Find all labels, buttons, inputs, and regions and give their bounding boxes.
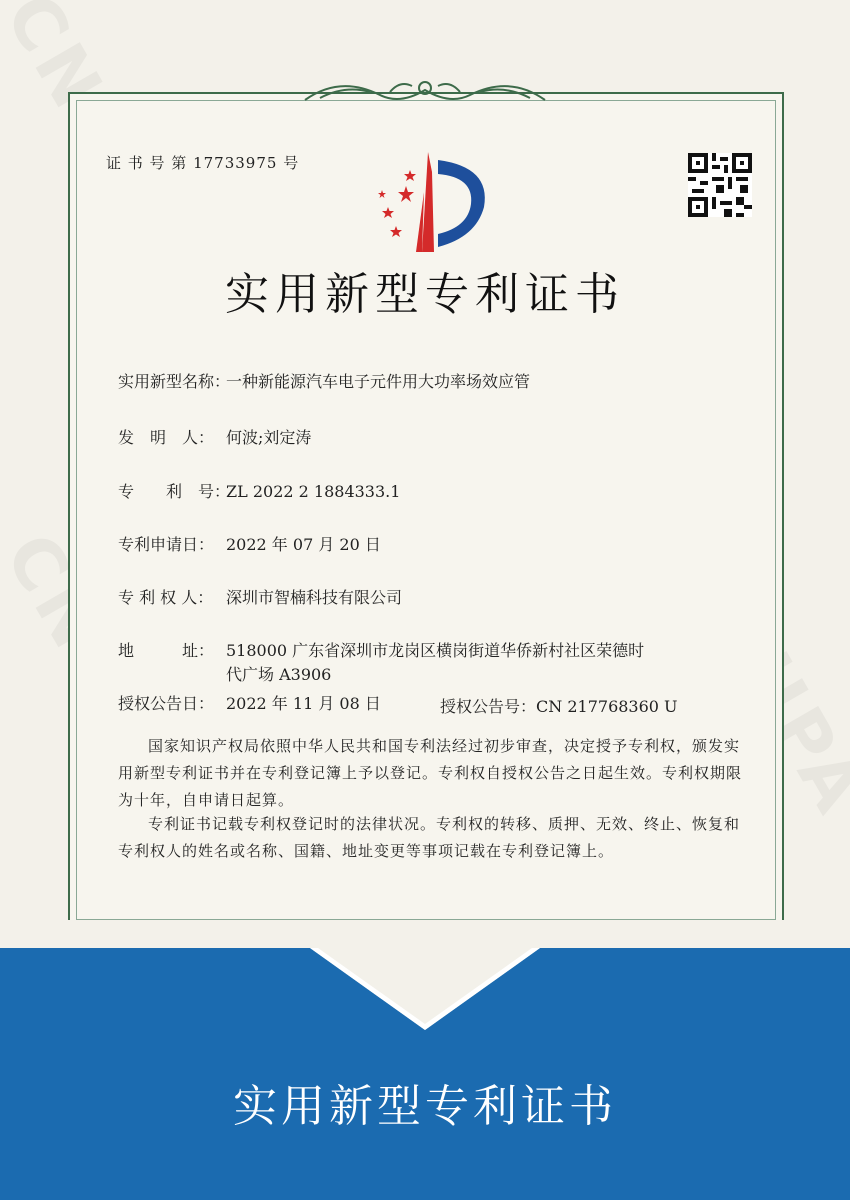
field-patent-number	[118, 480, 400, 504]
field-value: CN 217768360 U	[536, 697, 678, 716]
field-application-date	[118, 533, 381, 557]
field-value: 一种新能源汽车电子元件用大功率场效应管	[226, 372, 531, 391]
banner-title: 实用新型专利证书	[233, 1081, 617, 1132]
field-utility-model-name	[118, 370, 530, 394]
ornament-dragon-icon	[300, 70, 550, 110]
field-label: 发 明 人：	[118, 428, 215, 447]
field-label: 实用新型名称：	[118, 372, 231, 391]
field-label: 授权公告号：	[440, 697, 537, 716]
field-label: 授权公告日：	[118, 694, 215, 713]
cnipa-emblem-icon	[366, 152, 496, 252]
field-label: 专 利 号：	[118, 482, 231, 501]
field-label: 专 利 权 人：	[118, 588, 214, 607]
qr-code-icon	[688, 153, 752, 217]
field-value: 2022 年 07 月 20 日	[226, 535, 381, 554]
field-label: 专利申请日：	[118, 535, 215, 554]
field-address	[118, 639, 646, 687]
banner-chevron-notch	[0, 920, 850, 1040]
field-label: 地 址：	[118, 641, 215, 660]
certificate-title: 实用新型专利证书	[225, 269, 625, 320]
field-announcement-number	[440, 694, 678, 717]
field-value: 何波;刘定涛	[226, 428, 312, 447]
field-inventor	[118, 426, 311, 450]
certificate-number: 证 书 号 第 17733975 号	[106, 154, 300, 172]
certificate-paragraph-2: 专利证书记载专利权登记时的法律状况。专利权的转移、质押、无效、终止、恢复和专利权人的姓名或名称、国籍、地址变更等事项记载在专利登记簿上。	[118, 815, 741, 860]
field-patentee	[118, 586, 402, 610]
field-value: 518000 广东省深圳市龙岗区横岗街道华侨新村社区荣德时代广场 A3906	[226, 641, 645, 684]
field-value: ZL 2022 2 1884333.1	[226, 482, 401, 501]
field-value: 深圳市智楠科技有限公司	[226, 588, 403, 607]
certificate-paragraph-1: 国家知识产权局依照中华人民共和国专利法经过初步审查，决定授予专利权，颁发实用新型专利证书并在专利登记簿上予以登记。专利权自授权公告之日起生效。专利权期限为十年，自申请日起算。	[118, 737, 743, 809]
field-grant-date	[118, 692, 381, 716]
field-value: 2022 年 11 月 08 日	[226, 694, 381, 713]
